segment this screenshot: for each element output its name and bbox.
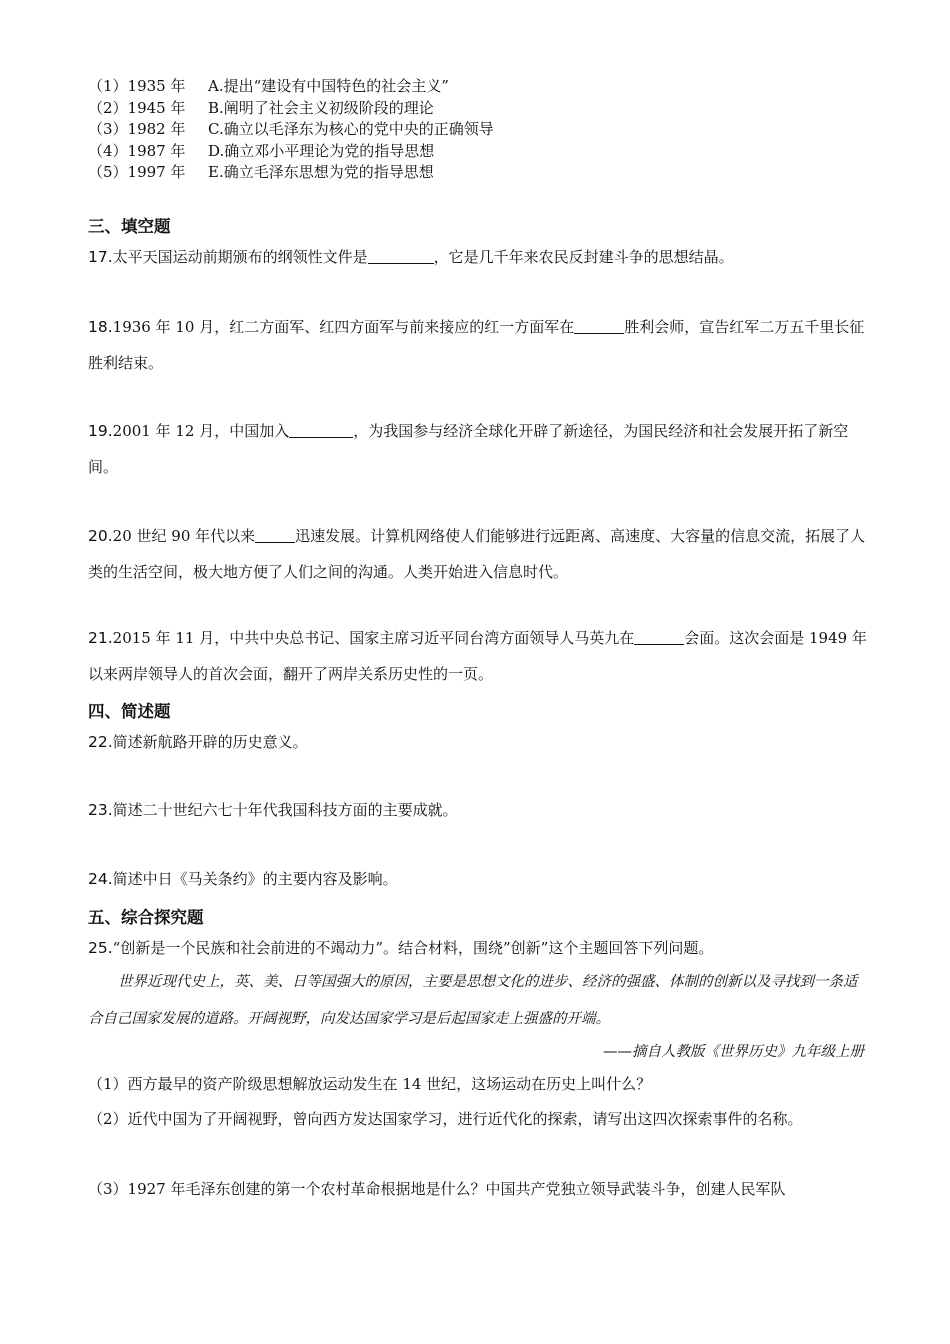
- question-25: [88, 930, 868, 966]
- matching-year: （5）1997 年: [88, 163, 186, 181]
- matching-option: D.确立邓小平理论为党的指导思想: [208, 141, 435, 160]
- question-19: [88, 413, 868, 485]
- question-number: 24.: [88, 870, 113, 888]
- question-22: [88, 724, 868, 760]
- matching-option: C.确立以毛泽东为核心的党中央的正确领导: [208, 120, 494, 138]
- matching-year: （4）1987 年: [88, 141, 186, 160]
- question-number: 21.: [88, 629, 113, 647]
- question-17: [88, 239, 868, 275]
- question-number: 20.: [88, 527, 113, 545]
- matching-row: [88, 98, 494, 120]
- question-text: 2001 年 12 月，中国加入: [112, 422, 290, 440]
- answer-blank[interactable]: [574, 317, 624, 334]
- matching-row: [88, 119, 494, 141]
- matching-year: （3）1982 年: [88, 120, 186, 138]
- question-number: 23.: [88, 801, 113, 819]
- material-passage: [88, 964, 868, 1038]
- question-number: 18.: [88, 318, 113, 336]
- matching-row: [88, 162, 494, 184]
- question-text: 会面。这次会面是 1949 年以来两岸领导人的首次会面，翻开了两岸关系历史性的一页。: [88, 629, 867, 683]
- matching-row: [88, 141, 494, 163]
- question-text: 1936 年 10 月，红二方面军、红四方面军与前来接应的红一方面军在: [112, 318, 575, 336]
- question-text: 简述二十世纪六七十年代我国科技方面的主要成就。: [112, 801, 458, 819]
- matching-list: [88, 76, 494, 184]
- sub-question-2: （2）近代中国为了开阔视野，曾向西方发达国家学习，进行近代化的探索，请写出这四次探索事件的名称。: [88, 1110, 803, 1128]
- question-text: 迅速发展。计算机网络使人们能够进行远距离、高速度、大容量的信息交流，拓展了人类的生活空间，极大地方便了人们之间的沟通。人类开始进入信息时代。: [88, 527, 866, 581]
- question-number: 25.: [88, 939, 113, 957]
- material-text: 世界近现代史上，英、美、日等国强大的原因，主要是思想文化的进步、经济的强盛、体制的创新以及寻找到一条适合自己国家发展的道路。开阔视野，向发达国家学习是后起国家走上强盛的开端。: [88, 974, 858, 1027]
- answer-blank[interactable]: [255, 526, 295, 543]
- matching-option: E.确立毛泽东思想为党的指导思想: [208, 163, 434, 181]
- question-text: 胜利会师，宣告红军二万五千里长征胜利结束。: [88, 318, 865, 372]
- question-text: ，为我国参与经济全球化开辟了新途径，为国民经济和社会发展开拓了新空间。: [88, 422, 849, 476]
- matching-row: [88, 76, 494, 98]
- question-text: 20 世纪 90 年代以来: [112, 527, 256, 545]
- question-text: ，它是几千年来农民反封建斗争的思想结晶。: [433, 248, 734, 266]
- matching-year: （1）1935 年: [88, 77, 186, 95]
- matching-option: A.提出“建设有中国特色的社会主义”: [208, 77, 449, 95]
- section-heading-inquiry: 五、综合探究题: [88, 908, 204, 927]
- answer-blank[interactable]: [289, 421, 353, 438]
- sub-question-3: （3）1927 年毛泽东创建的第一个农村革命根据地是什么？中国共产党独立领导武装斗争，创建人民军队: [88, 1180, 786, 1198]
- section-heading-short: 四、简述题: [88, 702, 171, 721]
- material-source: ——摘自人教版《世界历史》九年级上册: [603, 1044, 864, 1060]
- answer-blank[interactable]: [368, 247, 434, 264]
- question-text: 太平天国运动前期颁布的纲领性文件是: [112, 248, 368, 266]
- sub-question-1: （1）西方最早的资产阶级思想解放运动发生在 14 世纪，这场运动在历史上叫什么？: [88, 1075, 652, 1093]
- matching-year: （2）1945 年: [88, 98, 186, 117]
- matching-option: B.阐明了社会主义初级阶段的理论: [208, 98, 434, 117]
- question-text: 简述新航路开辟的历史意义。: [112, 733, 308, 751]
- question-number: 17.: [88, 248, 113, 266]
- question-text: “创新是一个民族和社会前进的不竭动力”。结合材料，围绕”创新”这个主题回答下列问题。: [112, 939, 714, 957]
- question-21: [88, 620, 868, 692]
- question-18: [88, 309, 868, 381]
- question-24: [88, 861, 868, 897]
- question-23: [88, 792, 868, 828]
- section-heading-fill: 三、填空题: [88, 217, 171, 236]
- question-number: 22.: [88, 733, 113, 751]
- answer-blank[interactable]: [634, 628, 684, 645]
- question-text: 简述中日《马关条约》的主要内容及影响。: [112, 870, 398, 888]
- question-number: 19.: [88, 422, 113, 440]
- question-text: 2015 年 11 月，中共中央总书记、国家主席习近平同台湾方面领导人马英九在: [112, 629, 635, 647]
- question-20: [88, 518, 868, 590]
